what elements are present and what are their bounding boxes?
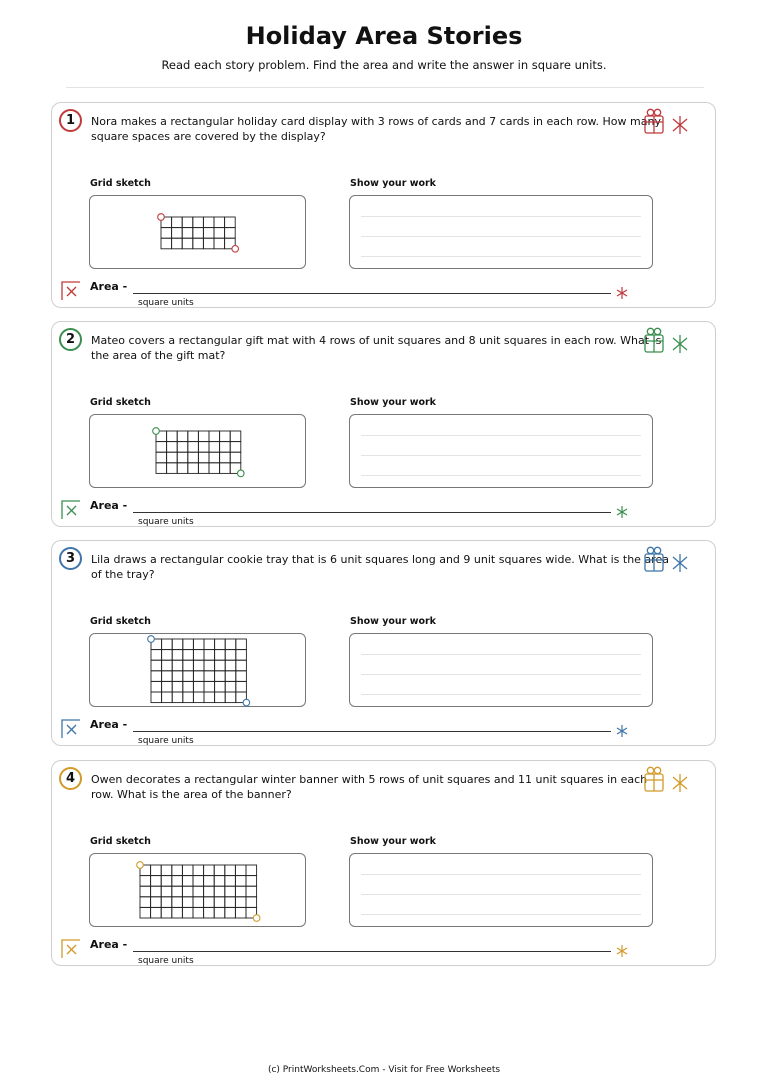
show-work-label: Show your work (350, 616, 436, 627)
area-answer-line[interactable] (133, 951, 611, 952)
grid-sketch-box (89, 195, 306, 269)
grid-cell (193, 650, 204, 661)
grid-cell (220, 431, 231, 442)
grid-cell (161, 876, 172, 887)
grid-cell (167, 431, 178, 442)
grid-cell (220, 452, 231, 463)
grid-cell (193, 692, 204, 703)
grid-sketch-box (89, 853, 306, 927)
gift-icon (645, 328, 663, 352)
problem-number: 4 (59, 767, 82, 790)
snowflake-icon (673, 554, 687, 572)
gift-icon (645, 767, 663, 791)
grid-cell (162, 639, 173, 650)
grid-cell (193, 886, 204, 897)
grid-cell (151, 660, 162, 671)
grid-cell (167, 463, 178, 474)
grid-cell (193, 907, 204, 918)
problem-card (51, 102, 716, 308)
grid-cell (209, 442, 220, 453)
grid-cell (172, 865, 183, 876)
grid-cell (204, 907, 215, 918)
star-icon (616, 503, 628, 522)
work-line (361, 694, 641, 695)
grid-cell (225, 660, 236, 671)
grid-cell (151, 886, 162, 897)
grid-cell (203, 228, 214, 239)
page-title: Holiday Area Stories (245, 22, 523, 50)
grid-cell (140, 876, 151, 887)
work-line (361, 216, 641, 217)
grid-cell (151, 897, 162, 908)
grid-cell (177, 442, 188, 453)
grid-cell (182, 897, 193, 908)
grid-sketch-label: Grid sketch (90, 178, 151, 189)
grid-cell (151, 692, 162, 703)
grid-cell (236, 671, 247, 682)
grid-cell (188, 442, 199, 453)
grid-cell (204, 876, 215, 887)
grid-cell (215, 639, 226, 650)
grid-cell (209, 431, 220, 442)
star-icon (616, 722, 628, 741)
work-line (361, 914, 641, 915)
grid-cell (203, 217, 214, 228)
grid-cell (236, 681, 247, 692)
problem-card (51, 540, 716, 746)
grid-cell (198, 431, 209, 442)
grid-start-dot (148, 636, 155, 643)
grid-cell (182, 238, 193, 249)
problem-number: 3 (59, 547, 82, 570)
area-label: Area - (90, 718, 128, 731)
unit-grid (90, 634, 307, 708)
grid-cell (204, 692, 215, 703)
corner-mark-icon (61, 281, 81, 305)
snowflake-icon (673, 335, 687, 353)
grid-cell (182, 217, 193, 228)
grid-cell (182, 907, 193, 918)
units-label: square units (138, 517, 194, 527)
grid-cell (204, 650, 215, 661)
grid-cell (151, 907, 162, 918)
grid-cell (204, 660, 215, 671)
area-answer-line[interactable] (133, 731, 611, 732)
grid-cell (225, 217, 236, 228)
grid-cell (193, 238, 204, 249)
gift-snowflake-decoration (641, 325, 691, 359)
grid-cell (183, 650, 194, 661)
problem-card (51, 321, 716, 527)
grid-cell (220, 442, 231, 453)
grid-cell (140, 886, 151, 897)
grid-cell (225, 897, 236, 908)
grid-cell (172, 681, 183, 692)
grid-cell (183, 639, 194, 650)
gift-icon (645, 547, 663, 571)
work-line (361, 654, 641, 655)
gift-snowflake-decoration (641, 764, 691, 798)
grid-cell (225, 681, 236, 692)
grid-cell (193, 865, 204, 876)
grid-cell (188, 463, 199, 474)
grid-cell (235, 886, 246, 897)
grid-end-dot (238, 470, 245, 477)
grid-cell (151, 865, 162, 876)
grid-cell (193, 681, 204, 692)
grid-cell (151, 671, 162, 682)
grid-cell (182, 886, 193, 897)
grid-cell (215, 650, 226, 661)
grid-cell (214, 217, 225, 228)
work-line (361, 236, 641, 237)
grid-cell (162, 671, 173, 682)
grid-cell (177, 452, 188, 463)
gift-snowflake-decoration (641, 106, 691, 140)
show-work-label: Show your work (350, 836, 436, 847)
grid-cell (188, 431, 199, 442)
grid-cell (172, 671, 183, 682)
problem-text: Mateo covers a rectangular gift mat with 4 rows of unit squares and 8 unit squares in each row. What is the area of the gift mat? (91, 334, 662, 362)
gift-snowflake-decoration (641, 544, 691, 578)
grid-end-dot (253, 915, 260, 922)
gift-icon (645, 109, 663, 133)
grid-start-dot (137, 862, 144, 869)
grid-cell (198, 442, 209, 453)
grid-cell (151, 650, 162, 661)
grid-cell (140, 907, 151, 918)
area-answer-line[interactable] (133, 512, 611, 513)
grid-cell (188, 452, 199, 463)
grid-cell (214, 886, 225, 897)
unit-grid (90, 196, 307, 270)
grid-cell (172, 650, 183, 661)
grid-cell (235, 876, 246, 887)
grid-cell (156, 442, 167, 453)
problem-card (51, 760, 716, 966)
star-icon (616, 942, 628, 961)
grid-cell (215, 681, 226, 692)
grid-cell (177, 431, 188, 442)
grid-cell (214, 876, 225, 887)
grid-cell (172, 238, 183, 249)
grid-cell (236, 639, 247, 650)
grid-cell (209, 452, 220, 463)
grid-cell (225, 639, 236, 650)
grid-cell (204, 681, 215, 692)
units-label: square units (138, 956, 194, 966)
grid-cell (225, 671, 236, 682)
units-label: square units (138, 298, 194, 308)
grid-cell (225, 886, 236, 897)
grid-cell (225, 907, 236, 918)
grid-cell (183, 692, 194, 703)
grid-cell (204, 671, 215, 682)
grid-cell (204, 886, 215, 897)
grid-cell (236, 660, 247, 671)
grid-cell (235, 865, 246, 876)
grid-cell (209, 463, 220, 474)
grid-cell (193, 897, 204, 908)
grid-cell (172, 217, 183, 228)
grid-cell (140, 897, 151, 908)
work-line (361, 874, 641, 875)
grid-cell (172, 692, 183, 703)
grid-cell (182, 876, 193, 887)
area-label: Area - (90, 938, 128, 951)
grid-cell (214, 897, 225, 908)
grid-cell (161, 865, 172, 876)
grid-cell (198, 463, 209, 474)
grid-cell (225, 876, 236, 887)
work-area[interactable] (349, 414, 653, 488)
grid-cell (204, 897, 215, 908)
snowflake-icon (673, 774, 687, 792)
grid-cell (182, 228, 193, 239)
grid-cell (193, 660, 204, 671)
area-answer-line[interactable] (133, 293, 611, 294)
grid-cell (246, 876, 257, 887)
grid-cell (172, 639, 183, 650)
grid-cell (235, 907, 246, 918)
work-area[interactable] (349, 195, 653, 269)
work-line (361, 256, 641, 257)
grid-cell (230, 452, 241, 463)
grid-cell (193, 671, 204, 682)
grid-cell (246, 897, 257, 908)
grid-end-dot (243, 699, 250, 706)
grid-cell (215, 671, 226, 682)
grid-cell (193, 876, 204, 887)
grid-cell (156, 463, 167, 474)
grid-cell (203, 238, 214, 249)
grid-sketch-label: Grid sketch (90, 397, 151, 408)
grid-cell (214, 865, 225, 876)
grid-cell (204, 865, 215, 876)
grid-cell (162, 681, 173, 692)
grid-cell (151, 681, 162, 692)
unit-grid (90, 415, 307, 489)
grid-cell (162, 650, 173, 661)
grid-sketch-box (89, 633, 306, 707)
work-area[interactable] (349, 853, 653, 927)
grid-cell (172, 228, 183, 239)
grid-cell (235, 897, 246, 908)
grid-cell (172, 907, 183, 918)
grid-cell (172, 660, 183, 671)
show-work-label: Show your work (350, 178, 436, 189)
grid-cell (162, 692, 173, 703)
work-line (361, 475, 641, 476)
grid-sketch-box (89, 414, 306, 488)
grid-cell (182, 865, 193, 876)
grid-cell (162, 660, 173, 671)
unit-grid (90, 854, 307, 928)
work-line (361, 894, 641, 895)
problem-text: Owen decorates a rectangular winter banner with 5 rows of unit squares and 11 unit squares in each row. What is the area of the banner? (91, 773, 648, 801)
grid-cell (177, 463, 188, 474)
grid-start-dot (153, 428, 160, 435)
corner-mark-icon (61, 500, 81, 524)
grid-cell (161, 897, 172, 908)
grid-end-dot (232, 246, 239, 253)
problem-number: 2 (59, 328, 82, 351)
grid-cell (214, 228, 225, 239)
grid-cell (167, 452, 178, 463)
area-label: Area - (90, 280, 128, 293)
grid-cell (193, 217, 204, 228)
grid-cell (230, 431, 241, 442)
units-label: square units (138, 736, 194, 746)
grid-cell (225, 228, 236, 239)
corner-mark-icon (61, 939, 81, 963)
grid-sketch-label: Grid sketch (90, 616, 151, 627)
grid-cell (214, 238, 225, 249)
work-line (361, 674, 641, 675)
grid-cell (172, 897, 183, 908)
grid-cell (225, 650, 236, 661)
grid-cell (161, 228, 172, 239)
grid-cell (156, 452, 167, 463)
work-line (361, 435, 641, 436)
grid-cell (161, 238, 172, 249)
grid-cell (183, 671, 194, 682)
problem-number: 1 (59, 109, 82, 132)
grid-cell (215, 692, 226, 703)
grid-cell (230, 442, 241, 453)
grid-cell (161, 907, 172, 918)
area-label: Area - (90, 499, 128, 512)
grid-cell (172, 886, 183, 897)
grid-cell (183, 681, 194, 692)
grid-cell (236, 650, 247, 661)
work-line (361, 455, 641, 456)
grid-cell (183, 660, 194, 671)
grid-cell (215, 660, 226, 671)
grid-cell (193, 228, 204, 239)
grid-cell (161, 886, 172, 897)
problem-text: Nora makes a rectangular holiday card display with 3 rows of cards and 7 cards in each row. How many square spaces are covered by the display? (91, 115, 661, 143)
grid-cell (204, 639, 215, 650)
grid-cell (246, 865, 257, 876)
grid-cell (167, 442, 178, 453)
star-icon (616, 284, 628, 303)
grid-start-dot (158, 214, 165, 221)
work-area[interactable] (349, 633, 653, 707)
grid-cell (246, 886, 257, 897)
grid-cell (172, 876, 183, 887)
grid-sketch-label: Grid sketch (90, 836, 151, 847)
grid-cell (225, 692, 236, 703)
show-work-label: Show your work (350, 397, 436, 408)
footer-credit: (c) PrintWorksheets.Com - Visit for Free Worksheets (267, 1065, 501, 1075)
grid-cell (225, 865, 236, 876)
snowflake-icon (673, 116, 687, 134)
grid-cell (193, 639, 204, 650)
corner-mark-icon (61, 719, 81, 743)
instructions: Read each story problem. Find the area and write the answer in square units. (161, 58, 607, 72)
problem-text: Lila draws a rectangular cookie tray that is 6 unit squares long and 9 unit squares wide. What is the area of the tray? (91, 553, 669, 581)
grid-cell (198, 452, 209, 463)
grid-cell (151, 876, 162, 887)
grid-cell (214, 907, 225, 918)
grid-cell (220, 463, 231, 474)
header-divider (66, 87, 704, 88)
